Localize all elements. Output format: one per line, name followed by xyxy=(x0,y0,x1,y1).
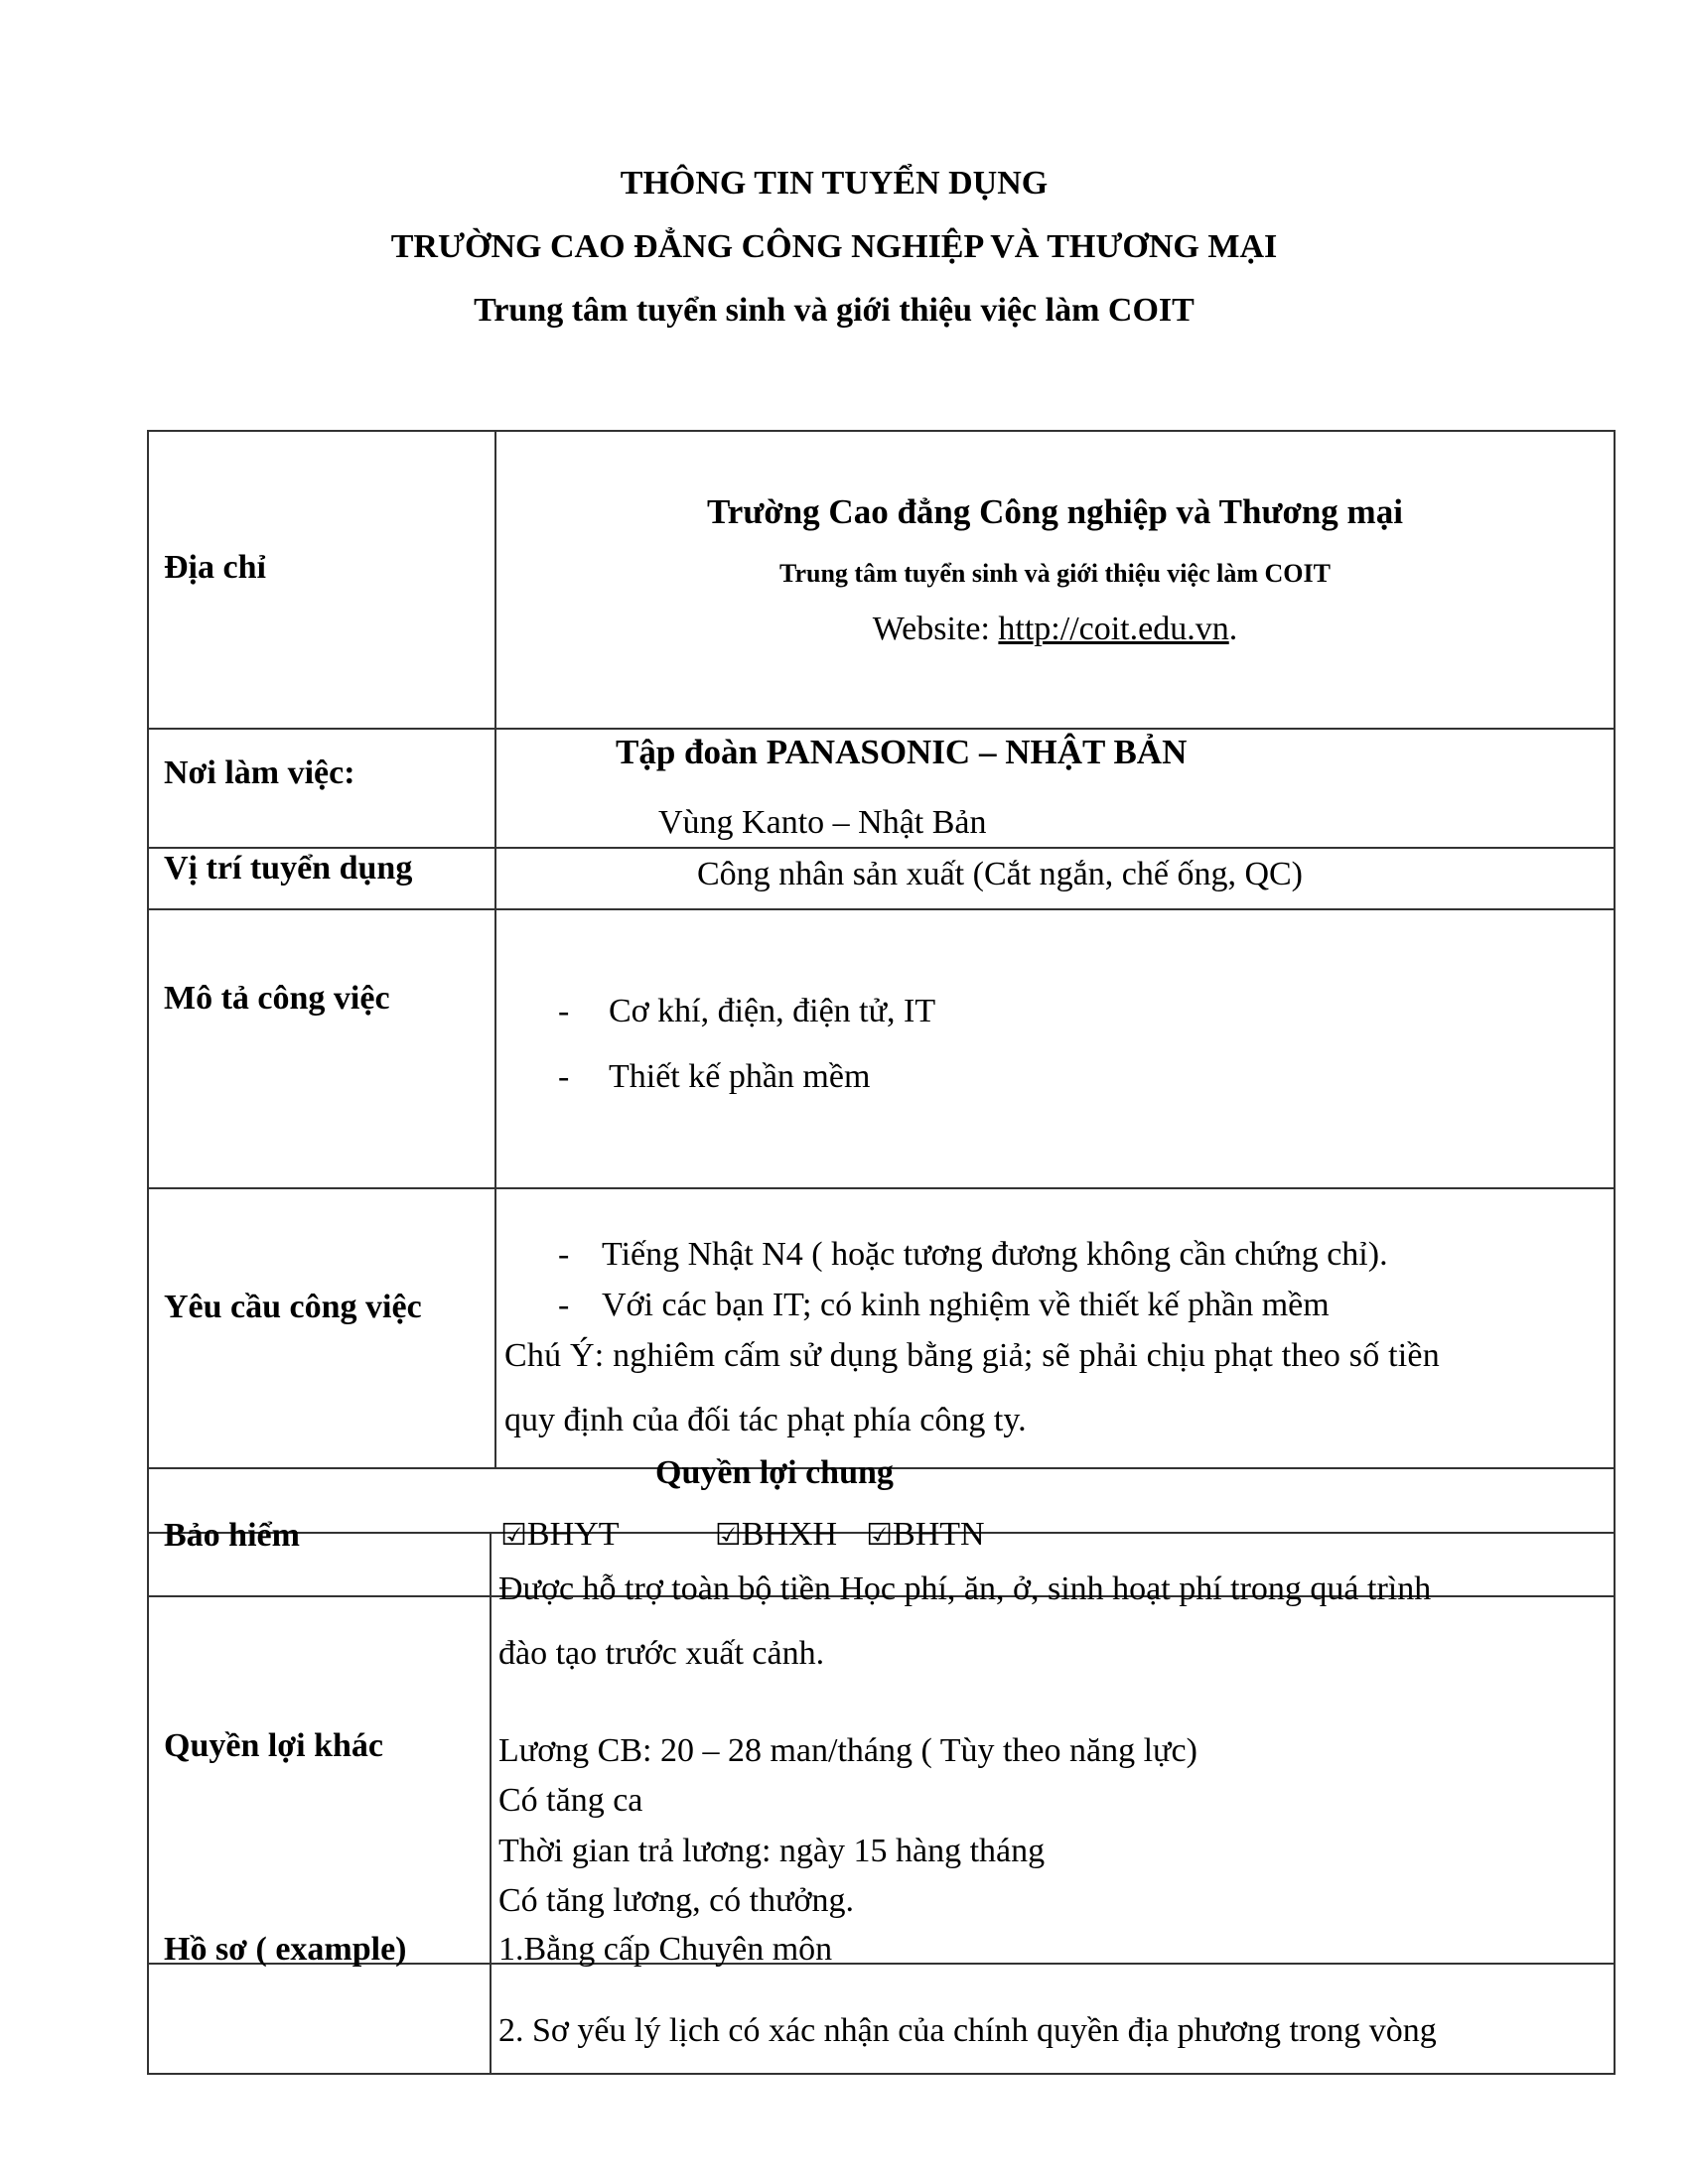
insurance-label: Bảo hiểm xyxy=(164,1517,300,1554)
benefits-heading-text: Quyền lợi chung xyxy=(655,1454,894,1491)
website-suffix: . xyxy=(1228,611,1238,647)
table-border-right xyxy=(1614,430,1616,2075)
other-benefits-line: đào tạo trước xuất cảnh. xyxy=(498,1635,825,1672)
documents-item: 2. Sơ yếu lý lịch có xác nhận của chính quyền địa phương trong vòng xyxy=(498,2012,1437,2049)
bullet-dash: - xyxy=(558,1287,570,1323)
description-item: Thiết kế phần mềm xyxy=(609,1058,871,1095)
row-divider xyxy=(147,847,1615,849)
bullet-dash: - xyxy=(558,1058,570,1095)
insurance-options xyxy=(500,1516,985,1554)
other-benefits-salary: Lương CB: 20 – 28 man/tháng ( Tùy theo năng lực) xyxy=(498,1732,1197,1769)
description-label: Mô tả công việc xyxy=(164,980,390,1017)
position-label: Vị trí tuyển dụng xyxy=(164,850,413,887)
insurance-option-bhxh[interactable] xyxy=(715,1516,846,1553)
insurance-option-bhtn[interactable] xyxy=(866,1516,984,1553)
website-link[interactable]: http://coit.edu.vn xyxy=(998,611,1229,647)
table-border-top xyxy=(147,430,1615,432)
other-benefits-line: Được hỗ trợ toàn bộ tiền Học phí, ăn, ở, sinh hoạt phí trong quá trình xyxy=(498,1570,1432,1607)
requirement-item: Tiếng Nhật N4 ( hoặc tương đương không cần chứng chỉ). xyxy=(602,1236,1388,1273)
school-name-heading: TRƯỜNG CAO ĐẲNG CÔNG NGHIỆP VÀ THƯƠNG MẠI xyxy=(390,228,1278,265)
workplace-company: Tập đoàn PANASONIC – NHẬT BẢN xyxy=(616,733,1188,771)
requirements-note-line2: quy định của đối tác phạt phía công ty. xyxy=(504,1402,1027,1438)
row-divider xyxy=(147,728,1615,730)
address-center-name: Trung tâm tuyển sinh và giới thiệu việc làm COIT xyxy=(779,559,1331,588)
row-divider xyxy=(147,908,1615,910)
table-border-left xyxy=(147,430,149,2075)
position-value: Công nhân sản xuất (Cắt ngắn, chế ống, QC) xyxy=(697,856,1303,892)
checkbox-checked-icon[interactable]: ☑ xyxy=(866,1518,894,1553)
address-label: Địa chỉ xyxy=(164,549,266,586)
column-divider xyxy=(490,1532,492,2074)
requirements-label: Yêu cầu công việc xyxy=(164,1289,422,1325)
other-benefits-line: Có tăng ca xyxy=(498,1782,643,1819)
address-school-name: Trường Cao đẳng Công nghiệp và Thương mại xyxy=(707,492,1403,531)
insurance-option-label: BHXH xyxy=(741,1516,838,1553)
insurance-option-label: BHYT xyxy=(526,1516,619,1553)
bullet-dash: - xyxy=(558,993,570,1029)
description-item: Cơ khí, điện, điện tử, IT xyxy=(609,993,936,1029)
requirements-note-line1: Chú Ý: nghiêm cấm sử dụng bằng giả; sẽ phải chịu phạt theo số tiền xyxy=(504,1337,1440,1374)
workplace-region: Vùng Kanto – Nhật Bản xyxy=(658,804,987,841)
checkbox-checked-icon[interactable]: ☑ xyxy=(714,1518,742,1553)
table-border-bottom xyxy=(147,2073,1615,2075)
other-benefits-pay-date: Thời gian trả lương: ngày 15 hàng tháng xyxy=(498,1833,1046,1869)
document-title: THÔNG TIN TUYỂN DỤNG xyxy=(620,165,1049,202)
bullet-dash: - xyxy=(558,1236,570,1273)
other-benefits-line: Có tăng lương, có thưởng. xyxy=(498,1882,855,1919)
website-label: Website: xyxy=(872,611,999,647)
documents-label: Hồ sơ ( example) xyxy=(164,1931,407,1968)
row-divider xyxy=(147,1187,1615,1189)
checkbox-checked-icon[interactable]: ☑ xyxy=(500,1518,527,1553)
documents-item: 1.Bằng cấp Chuyên môn xyxy=(498,1931,833,1968)
requirement-item: Với các bạn IT; có kinh nghiệm về thiết kế phần mềm xyxy=(602,1287,1330,1323)
insurance-option-bhyt[interactable] xyxy=(500,1516,627,1553)
center-name-heading: Trung tâm tuyển sinh và giới thiệu việc làm COIT xyxy=(474,292,1195,329)
workplace-label: Nơi làm việc: xyxy=(164,754,355,791)
insurance-option-label: BHTN xyxy=(893,1516,985,1553)
address-website xyxy=(496,611,1614,648)
other-benefits-label: Quyền lợi khác xyxy=(164,1727,383,1764)
